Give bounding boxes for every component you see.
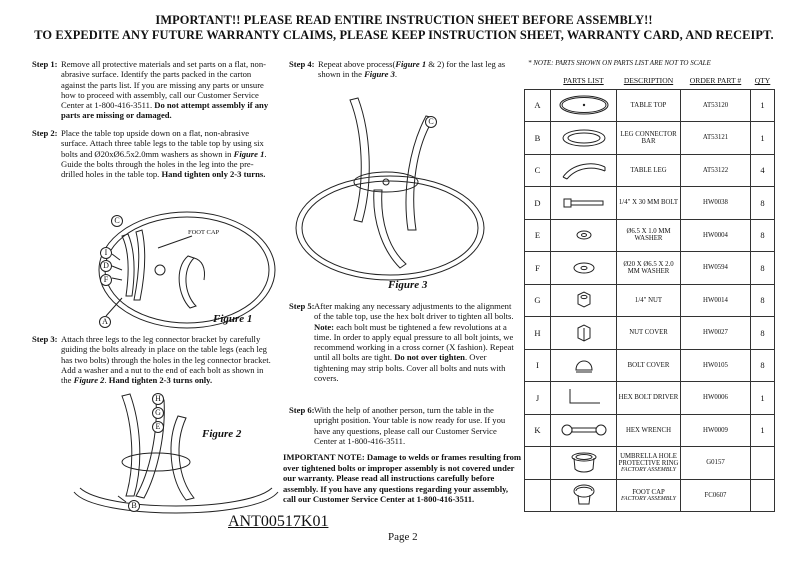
table-leg-icon [551, 154, 617, 187]
large-washer-icon [551, 252, 617, 285]
table-row [525, 187, 775, 220]
part-letter: K [525, 414, 551, 447]
part-description-text: UMBRELLA HOLE PROTECTIVE RING [618, 452, 679, 467]
part-number: AT53120 [681, 89, 751, 122]
table-row [525, 382, 775, 415]
part-description: BOLT COVER [617, 349, 681, 382]
step-5-text-1: After making any necessary adjustments to the alignment of the table top, use the hex bolt driver to tighten all bolts. [314, 301, 514, 322]
part-letter: B [525, 122, 551, 155]
step-3 [32, 334, 276, 385]
header-qty: QTY [751, 72, 775, 89]
step-5-note-label: Note: [314, 321, 335, 332]
step-2-bold: Hand tighten only 2-3 turns. [161, 169, 266, 180]
step-3-figure-ref: Figure 2 [73, 375, 105, 386]
table-row [525, 447, 775, 480]
part-letter: E [525, 219, 551, 252]
table-row [525, 154, 775, 187]
part-number: HW0009 [681, 414, 751, 447]
part-description: TABLE LEG [617, 154, 681, 187]
part-description: 1/4" NUT [617, 284, 681, 317]
part-number: AT53122 [681, 154, 751, 187]
callout-c-fig1: C [111, 215, 123, 227]
part-number: HW0027 [681, 317, 751, 350]
part-letter [525, 479, 551, 512]
header-description: DESCRIPTION [617, 72, 681, 89]
part-number: HW0038 [681, 187, 751, 220]
figure-2-caption: Figure 2 [202, 428, 242, 440]
table-top-icon [551, 89, 617, 122]
callout-d-fig1: D [100, 260, 112, 272]
step-1-bold: Do not attempt assembly if any parts are missing or damaged. [61, 100, 269, 121]
part-letter: J [525, 382, 551, 415]
hex-bolt-driver-icon [551, 382, 617, 415]
part-qty: 8 [751, 219, 775, 252]
part-description-text: FOOT CAP [632, 488, 665, 496]
step-6-label: Step 6: [289, 405, 315, 415]
important-note: IMPORTANT NOTE: Damage to welds or frames resulting from over tightened bolts or improper assembly is not covered under our warranty. Please read all instructions carefully before assembly. If you have any questions regarding your assembly, call our Customer Service Center at 1-800-416-3511. [283, 452, 522, 504]
part-number: G0157 [681, 447, 751, 480]
part-letter: F [525, 252, 551, 285]
part-description: Ø20 X Ø6.5 X 2.0 MM WASHER [617, 252, 681, 285]
step-3-label: Step 3: [32, 334, 58, 344]
part-number: HW0006 [681, 382, 751, 415]
hex-wrench-icon [551, 414, 617, 447]
part-description: HEX BOLT DRIVER [617, 382, 681, 415]
part-description: LEG CONNECTOR BAR [617, 122, 681, 155]
part-letter: D [525, 187, 551, 220]
bolt-icon [551, 187, 617, 220]
figure-3-caption: Figure 3 [388, 279, 428, 291]
figure-2-drawing [66, 392, 286, 517]
part-qty: 1 [751, 382, 775, 415]
step-5-label: Step 5: [289, 301, 315, 311]
step-3-bold: Hand tighten 2-3 turns only. [108, 375, 213, 386]
callout-g-fig2: G [152, 407, 164, 419]
step-4-text-3: . [394, 69, 398, 80]
document-code: ANT00517K01 [228, 513, 329, 530]
step-2 [32, 128, 276, 179]
step-5-text-3: . Over tightening may strip bolts. Cover all bolts and nuts with covers. [314, 352, 506, 384]
bolt-cover-icon [551, 349, 617, 382]
foot-cap-label: FOOT CAP [188, 229, 220, 236]
step-2-label: Step 2: [32, 128, 58, 138]
figure-1-drawing [92, 208, 282, 333]
step-4-figure-ref-1: Figure 1 [395, 59, 427, 69]
part-qty: 8 [751, 349, 775, 382]
table-row [525, 479, 775, 512]
table-row [525, 219, 775, 252]
small-washer-icon [551, 219, 617, 252]
step-1 [32, 59, 276, 121]
part-qty: 8 [751, 317, 775, 350]
step-5-text-2: each bolt must be tightened a few revolutions at a time. In order to apply equal pressure to all bolt joints, we recommend working in a cross corner (X fashion). Repeat until all bolts are tight. [314, 321, 514, 363]
table-row [525, 252, 775, 285]
header-parts-list: PARTS LIST [551, 72, 617, 89]
callout-a-fig1: A [99, 316, 111, 328]
part-description [617, 447, 681, 480]
step-2-text-2: . Guide the bolts through the holes in the leg into the pre-drilled holes in the table top. [61, 148, 267, 180]
umbrella-ring-icon [551, 447, 617, 480]
part-number: HW0594 [681, 252, 751, 285]
step-6-text: With the help of another person, turn the table in the upright position. Your table is now ready for use. If you have any questions, please call our Customer Service Center at 1-800-416-3511. [314, 405, 506, 446]
callout-c-fig3: C [425, 116, 437, 128]
leg-connector-bar-icon [551, 122, 617, 155]
parts-table [524, 72, 775, 512]
foot-cap-icon [551, 479, 617, 512]
page-number: Page 2 [388, 531, 418, 543]
table-row [525, 317, 775, 350]
part-letter: I [525, 349, 551, 382]
table-row [525, 349, 775, 382]
part-qty: 8 [751, 284, 775, 317]
part-number: HW0105 [681, 349, 751, 382]
step-4-label: Step 4: [289, 59, 315, 69]
step-5 [289, 301, 519, 383]
part-qty [751, 479, 775, 512]
callout-b-fig2: B [128, 500, 140, 512]
part-number: HW0014 [681, 284, 751, 317]
header-line-2: TO EXPEDITE ANY FUTURE WARRANTY CLAIMS, PLEASE KEEP INSTRUCTION SHEET, WARRANTY CARD, AND RECEIPT. [34, 28, 774, 42]
part-qty: 1 [751, 414, 775, 447]
table-row [525, 284, 775, 317]
part-letter: A [525, 89, 551, 122]
parts-header-blank [525, 72, 551, 89]
callout-f-fig1: F [100, 274, 112, 286]
part-description: Ø6.5 X 1.0 MM WASHER [617, 219, 681, 252]
callout-i-fig1: I [100, 247, 112, 259]
figure-1-caption: Figure 1 [213, 313, 253, 325]
factory-assembly-label: FACTORY ASSEMBLY [621, 495, 676, 502]
part-letter: H [525, 317, 551, 350]
part-letter: G [525, 284, 551, 317]
header-line-1: IMPORTANT!! PLEASE READ ENTIRE INSTRUCTION SHEET BEFORE ASSEMBLY!! [155, 13, 653, 27]
header-order-part: ORDER PART # [681, 72, 751, 89]
table-row [525, 122, 775, 155]
part-description: NUT COVER [617, 317, 681, 350]
part-qty: 8 [751, 252, 775, 285]
step-4-text-1: Repeat above process( [318, 59, 396, 69]
figure-3-drawing [290, 90, 490, 290]
part-description [617, 479, 681, 512]
step-5-bold-warning: Do not over tighten [394, 352, 465, 363]
part-qty: 4 [751, 154, 775, 187]
table-row [525, 89, 775, 122]
step-2-text-1: Place the table top upside down on a flat, non-abrasive surface. Attach three table legs to the table top by using six bolts and Ø20xØ6.5x2.0mm washers as shown in [61, 128, 264, 159]
nut-icon [551, 284, 617, 317]
step-4 [289, 59, 515, 80]
part-description: 1/4" X 30 MM BOLT [617, 187, 681, 220]
step-2-figure-ref: Figure 1 [233, 148, 265, 159]
part-qty: 8 [751, 187, 775, 220]
part-qty: 1 [751, 122, 775, 155]
part-description: TABLE TOP [617, 89, 681, 122]
table-row [525, 414, 775, 447]
part-qty [751, 447, 775, 480]
callout-e-fig2: E [152, 421, 164, 433]
step-3-text-2: . [104, 375, 109, 386]
step-3-text-1: Attach three legs to the leg connector bracket by carefully guiding the bolts already in place on the table legs (each leg has two bolts) through the holes in the leg connector bracket. Add a washer and a nut to the end of each bolt as shown in the [61, 334, 271, 386]
nut-cover-icon [551, 317, 617, 350]
step-6 [289, 405, 519, 446]
part-number: AT53121 [681, 122, 751, 155]
part-number: FC0607 [681, 479, 751, 512]
step-1-label: Step 1: [32, 59, 58, 69]
factory-assembly-label: FACTORY ASSEMBLY [621, 466, 676, 473]
part-description: HEX WRENCH [617, 414, 681, 447]
step-4-text-2: & 2) for the last leg as shown in the [318, 59, 506, 80]
part-qty: 1 [751, 89, 775, 122]
step-4-figure-ref-3: Figure 3 [364, 69, 395, 80]
part-letter: C [525, 154, 551, 187]
part-number: HW0004 [681, 219, 751, 252]
part-letter [525, 447, 551, 480]
callout-h-fig2: H [152, 393, 164, 405]
parts-note: * NOTE: PARTS SHOWN ON PARTS LIST ARE NOT TO SCALE [528, 59, 711, 67]
step-1-text: Remove all protective materials and set parts on a flat, non-abrasive surface. Identify the parts packed in the carton against the parts list. If you are missing any parts or unsure how to proceed with assembly, call our Customer Service Center at 1-800-416-3511. [61, 59, 266, 111]
